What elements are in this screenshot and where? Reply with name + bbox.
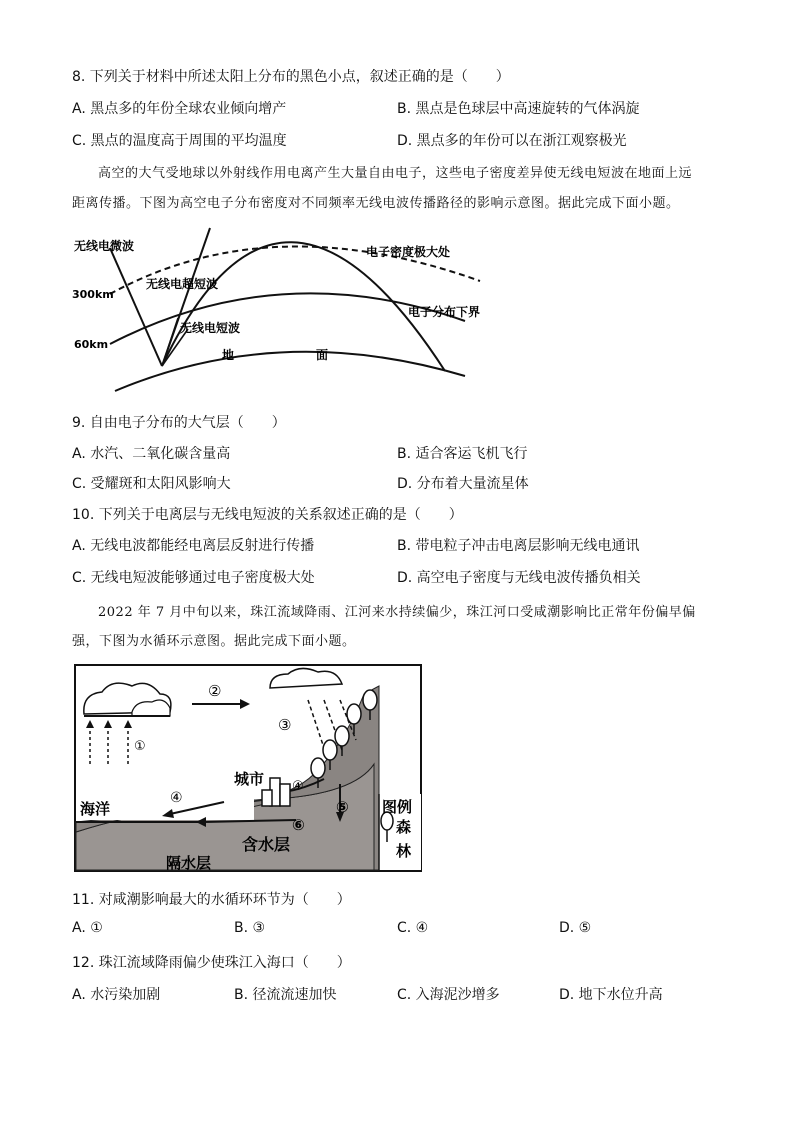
ionosphere-radio-wave-diagram (70, 226, 510, 396)
label-aquiclude: 隔水层 (166, 854, 212, 872)
label-altitude-300km: 300km (72, 288, 114, 301)
label-ground-2: 面 (316, 348, 329, 362)
label-step-3: ③ (278, 716, 292, 734)
q12-option-a: A. 水污染加剧 (72, 987, 161, 1003)
material-paragraph-1-line-2: 距离传播。下图为高空电子分布密度对不同频率无线电波传播路径的影响示意图。据此完成下面小题。 (72, 196, 680, 211)
q11-stem: 11. 对咸潮影响最大的水循环环节为（ ） (72, 892, 351, 908)
label-ocean: 海洋 (80, 800, 111, 818)
label-density-max: 电子密度极大处 (366, 245, 451, 259)
q9-option-c: C. 受耀斑和太阳风影响大 (72, 476, 231, 492)
label-ground-1: 地 (222, 348, 235, 362)
label-altitude-60km: 60km (74, 338, 109, 351)
label-step-1: ① (134, 739, 146, 754)
material-paragraph-2-line-2: 强，下图为水循环示意图。据此完成下面小题。 (72, 634, 356, 649)
legend-title: 图例 (382, 798, 413, 816)
q10-option-b: B. 带电粒子冲击电离层影响无线电通讯 (397, 538, 640, 554)
label-aquifer: 含水层 (242, 835, 291, 854)
q8-option-b: B. 黑点是色球层中高速旋转的气体涡旋 (397, 101, 640, 117)
q10-option-a: A. 无线电波都能经电离层反射进行传播 (72, 538, 315, 554)
q11-option-d: D. ⑤ (559, 920, 592, 936)
q9-option-b: B. 适合客运飞机飞行 (397, 446, 528, 462)
q11-option-a: A. ① (72, 920, 103, 936)
q8-option-a: A. 黑点多的年份全球农业倾向增产 (72, 101, 287, 117)
q8-option-d: D. 黑点多的年份可以在浙江观察极光 (397, 133, 627, 149)
q9-stem: 9. 自由电子分布的大气层（ ） (72, 415, 286, 431)
q11-option-b: B. ③ (234, 920, 266, 936)
q9-option-d: D. 分布着大量流星体 (397, 476, 529, 492)
q10-stem: 10. 下列关于电离层与无线电短波的关系叙述正确的是（ ） (72, 507, 463, 523)
q8-stem: 8. 下列关于材料中所述太阳上分布的黑色小点，叙述正确的是（ ） (72, 69, 510, 85)
q10-option-d: D. 高空电子密度与无线电波传播负相关 (397, 570, 641, 586)
label-step-5: ⑤ (336, 798, 349, 816)
material-paragraph-2-line-1: 2022 年 7 月中旬以来，珠江流域降雨、江河来水持续偏少，珠江河口受咸潮影响比正常年份偏早偏 (98, 605, 696, 620)
legend-forest-2: 林 (396, 842, 412, 860)
q12-stem: 12. 珠江流域降雨偏少使珠江入海口（ ） (72, 955, 351, 971)
label-lower-boundary: 电子分布下界 (408, 305, 481, 319)
legend-forest-1: 森 (396, 818, 412, 836)
q11-option-c: C. ④ (397, 920, 429, 936)
q12-option-d: D. 地下水位升高 (559, 987, 663, 1003)
label-step-4-land: ④ (292, 779, 304, 794)
label-ultra-short-wave: 无线电超短波 (146, 277, 219, 291)
material-paragraph-1-line-1: 高空的大气受地球以外射线作用电离产生大量自由电子，这些电子密度差异使无线电短波在地面上远 (98, 166, 693, 181)
label-step-2: ② (208, 682, 222, 700)
label-step-4-ocean: ④ (170, 790, 183, 806)
label-city: 城市 (234, 770, 265, 788)
label-step-6: ⑥ (292, 816, 305, 834)
q8-option-c: C. 黑点的温度高于周围的平均温度 (72, 133, 287, 149)
q9-option-a: A. 水汽、二氧化碳含量高 (72, 446, 231, 462)
water-cycle-diagram (74, 664, 422, 874)
label-short-wave: 无线电短波 (180, 321, 241, 335)
label-microwave: 无线电微波 (74, 239, 135, 253)
q12-option-b: B. 径流流速加快 (234, 987, 337, 1003)
q12-option-c: C. 入海泥沙增多 (397, 987, 500, 1003)
q10-option-c: C. 无线电短波能够通过电子密度极大处 (72, 570, 315, 586)
